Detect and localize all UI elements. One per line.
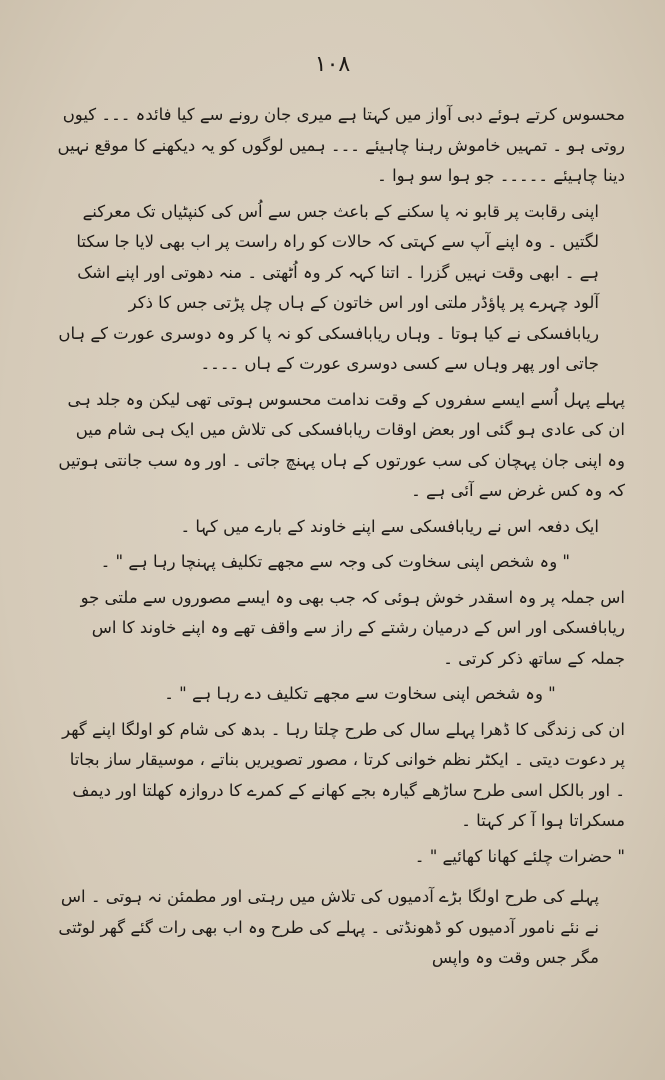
paragraph-6: اس جملہ پر وہ اسقدر خوش ہوئی کہ جب بھی وہ ایسے مصوروں سے ملتی جو ریابافسکی اور اس کے درمیان رشتے کے راز سے واقف تھے وہ اپنے خاوند کا اس جملہ کے ساتھ ذکر کرتی ۔ — [80, 587, 625, 668]
paragraph-2: اپنی رقابت پر قابو نہ پا سکنے کے باعث جس سے اُس کی کنپٹیاں تک معرکنے لگتیں ۔ وہ اپنے آپ سے کہتی کہ حالات کو راہ راست پر اب بھی لایا جا سکتا ہے ۔ ابھی وقت نہیں گزرا ۔ اتنا کہہ کر وہ اُٹھتی ۔ منہ دھوتی اور اپنے اشک آلود چہرے پر پاؤڈر ملتی اور اس خاتون کے ہاں چل پڑتی جس کا ذکر ریابافسکی نے کیا ہوتا ۔ وہاں ریابافسکی کو نہ پا کر وہ دوسری عورت کے ہاں جاتی اور پھر وہاں سے کسی دوسری عورت کے ہاں ۔۔۔۔ — [58, 201, 599, 373]
quote-1: " وہ شخص اپنی سخاوت کی وجہ سے مجھے تکلیف پہنچا رہا ہے " ۔ — [100, 552, 570, 571]
page-number: ١٠٨ — [314, 52, 351, 77]
body-text — [55, 100, 625, 979]
quote-2: " وہ شخص اپنی سخاوت سے مجھے تکلیف دے رہا ہے " ۔ — [164, 684, 556, 703]
paragraph-9: " حضرات چلئے کھانا کھائیے " ۔ — [414, 846, 625, 866]
paragraph-8: ان کی زندگی کا ڈھرا پہلے سال کی طرح چلتا رہا ۔ بدھ کی شام کو اولگا اپنے گھر پر دعوت دیتی ۔ ایکٹر نظم خوانی کرتا ، مصور تصویریں بناتے ، موسیقار ساز بجاتا ۔ اور بالکل اسی طرح ساڑھے گیارہ بجے کھانے کے کمرے کا دروازہ کھلتا اور دیمف مسکراتا ہوا آ کر کہتا ۔ — [62, 719, 625, 830]
paragraph-3: پہلے پہل اُسے ایسے سفروں کے وقت ندامت محسوس ہوتی تھی لیکن وہ جلد ہی ان کی عادی ہو گئی اور بعض اوقات ریابافسکی کی تلاش میں ایک ہی شام میں وہ اپنی جان پہچان کی سب عورتوں کے ہاں پہنچ جاتی ۔ اور وہ سب جانتی ہوتیں کہ وہ کس غرض سے آئی ہے ۔ — [58, 389, 625, 500]
paragraph-1: محسوس کرتے ہوئے دبی آواز میں کہتا ہے میری جان رونے سے کیا فائدہ ۔۔۔ کیوں روتی ہو ۔ تمہیں خاموش رہنا چاہیئے ۔۔۔ ہمیں لوگوں کو یہ دیکھنے کا موقع نہیں دینا چاہیئے ۔۔۔۔۔ جو ہوا سو ہوا ۔ — [57, 105, 625, 185]
paragraph-10: پہلے کی طرح اولگا بڑے آدمیوں کی تلاش میں رہتی اور مطمئن نہ ہوتی ۔ اس نے نئے نامور آدمیوں کو ڈھونڈتی ۔ پہلے کی طرح وہ اب بھی رات گئے گھر لوٹتی مگر جس وقت وہ واپس — [58, 887, 599, 967]
paragraph-4: ایک دفعہ اس نے ریابافسکی سے اپنے خاوند کے بارے میں کہا ۔ — [180, 516, 599, 536]
